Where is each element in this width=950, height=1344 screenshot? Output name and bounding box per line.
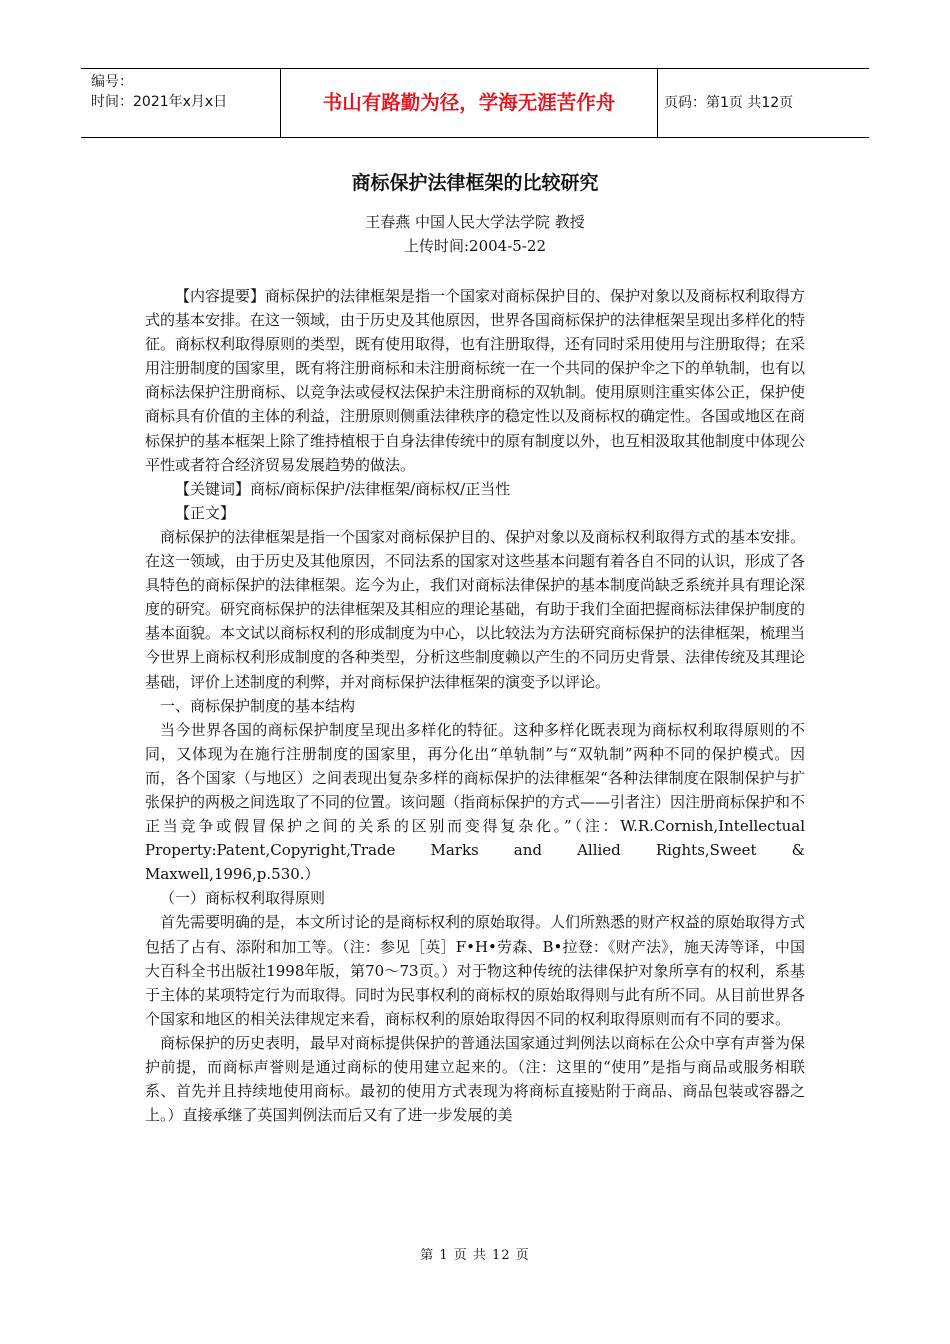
motto-banner: 书山有路勤为径，学海无涯苦作舟 <box>281 69 658 137</box>
main-text-label: 【正文】 <box>175 503 236 522</box>
section-heading: 一、商标保护制度的基本结构 <box>160 696 356 715</box>
subsection-heading: （一）商标权利取得原则 <box>160 889 326 908</box>
document-title: 商标保护法律框架的比较研究 <box>351 172 599 194</box>
body-paragraph: 首先需要明确的是，本文所讨论的是商标权利的原始取得。人们所熟悉的财产权益的原始取得方式包括了占有、添附和加工等。（注：参见［英］F•H•劳森、B•拉登：《财产法》，施天涛等译，中国大百科全书出版社1998年版，第70～73页。）对于物这种传统的法律保护对象所享有的权利，系基于主体的某项特定行为而取得。同时为民事权利的商标权的原始取得则与此有所不同。从目前世界各个国家和地区的相关法律规定来看，商标权利的原始取得因不同的权利取得原则而有不同的要求。 <box>145 913 806 1028</box>
body-paragraph: 商标保护的法律框架是指一个国家对商标保护目的、保护对象以及商标权利取得方式的基本安排。在这一领域，由于历史及其他原因，不同法系的国家对这些基本问题有着各自不同的认识，形成了各具特色的商标保护的法律框架。迄今为止，我们对商标法律保护的基本制度尚缺乏系统并具有理论深度的研究。研究商标保护的法律框架及其相应的理论基础，有助于我们全面把握商标法律保护制度的基本面貌。本文试以商标权利的形成制度为中心，以比较法为方法研究商标保护的法律框架，梳理当今世界上商标权利形成制度的各种类型，分析这些制度赖以产生的不同历史背景、法律传统及其理论基础，评价上述制度的利弊，并对商标保护法律框架的演变予以评论。 <box>145 527 806 691</box>
keywords-line: 【关键词】商标/商标保护/法律框架/商标权/正当性 <box>175 479 511 498</box>
page-footer: 第 1 页 共 12 页 <box>420 1248 530 1263</box>
author-line: 王春燕 中国人民大学法学院 教授 <box>365 213 585 231</box>
page-info: 页码：第1页 共12页 <box>664 95 794 111</box>
body-paragraph: 商标保护的历史表明，最早对商标提供保护的普通法国家通过判例法以商标在公众中享有声誉为保护前提，而商标声誉则是通过商标的使用建立起来的。（注：这里的“使用”是指与商品或服务相联系、首先并且持续地使用商标。最初的使用方式表现为将商标直接贴附于商品、商品包装或容器之上。）直接承继了英国判例法而后又有了进一步发展的美 <box>145 1033 806 1125</box>
time-label: 时间：2021年x月x日 <box>91 94 228 110</box>
abstract-paragraph: 【内容提要】商标保护的法律框架是指一个国家对商标保护目的、保护对象以及商标权利取得方式的基本安排。在这一领域，由于历史及其他原因，世界各国商标保护的法律框架呈现出多样化的特征。商标权利取得原则的类型，既有使用取得，也有注册取得，还有同时采用使用与注册取得；在采用注册制度的国家里，既有将注册商标和未注册商标统一在一个共同的保护伞之下的单轨制，也有以商标法保护注册商标、以竞争法或侵权法保护未注册商标的双轨制。使用原则注重实体公正，保护使商标具有价值的主体的利益，注册原则侧重法律秩序的稳定性以及商标权的确定性。各国或地区在商标保护的基本框架上除了维持植根于自身法律传统中的原有制度以外，也互相汲取其他制度中体现公平性或者符合经济贸易发展趋势的做法。 <box>145 287 806 474</box>
header-meta-cell <box>81 69 281 137</box>
upload-time: 上传时间:2004-5-22 <box>404 237 546 255</box>
header-table <box>81 68 869 138</box>
body-paragraph: 当今世界各国的商标保护制度呈现出多样化的特征。这种多样化既表现为商标权利取得原则的不同，又体现为在施行注册制度的国家里，再分化出“单轨制”与“双轨制”两种不同的保护模式。因而，各个国家（与地区）之间表现出复杂多样的商标保护的法律框架“各种法律制度在限制保护与扩张保护的两极之间选取了不同的位置。该问题（指商标保护的方式——引者注）因注册商标保护和不正当竞争或假冒保护之间的关系的区别而变得复杂化。”（注：W.R.Cornish,Intellectual Property:Patent,Copyright,Trade Marks and Allied Rights,Sweet & Maxwell,1996,p.530.） <box>145 720 806 884</box>
document-body <box>145 284 805 1127</box>
number-label: 编号： <box>91 74 133 90</box>
